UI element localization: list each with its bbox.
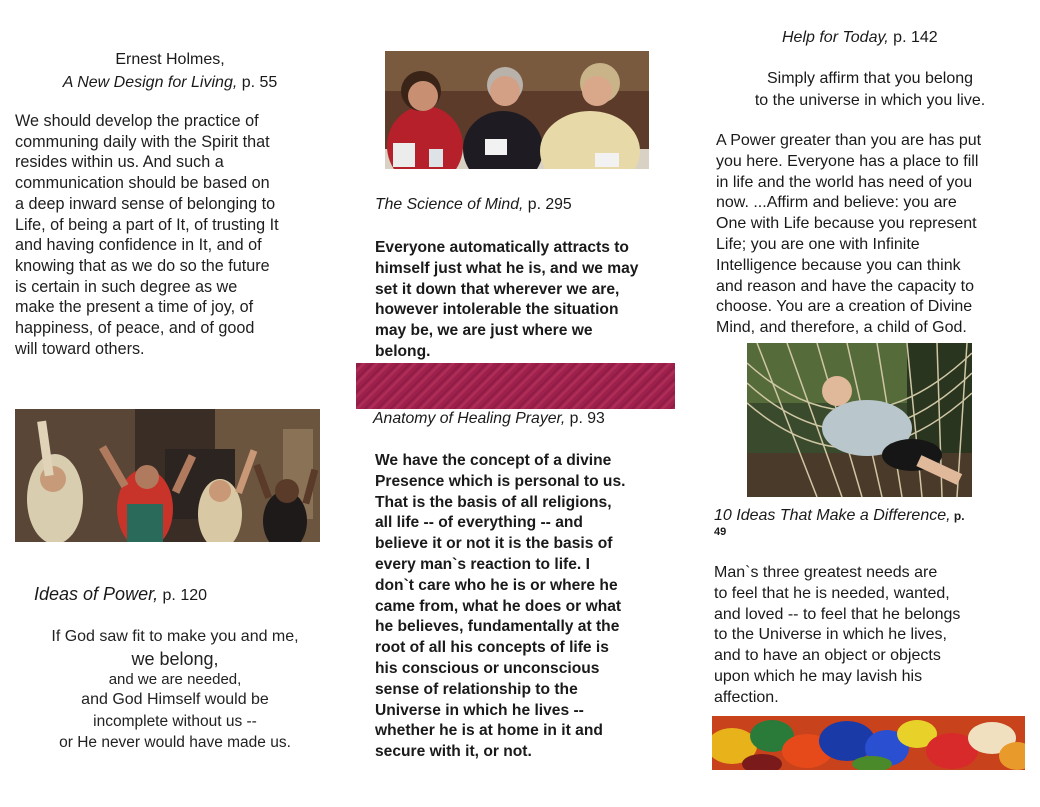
book-citation [20,71,320,94]
ahp-line: all life -- of everything -- and [375,514,583,532]
power-line: and reason and have the capacity to [716,277,974,295]
needs-line: upon which he may lavish his [714,667,923,685]
ideas-of-power-page: p. 120 [158,587,208,604]
som-line: Everyone automatically attracts to [375,239,629,256]
affirm-line: to the universe in which you live. [754,92,986,109]
needs-line: and to have an object or objects [714,647,941,665]
ahp-line: don`t care who he is or where he [375,576,618,594]
quote-line: will toward others. [15,339,145,358]
ahp-citation [373,410,605,428]
affirm-line: Simply affirm that you belong [766,70,974,87]
poem-block [20,626,330,753]
som-line: may be, we are just where we [375,322,593,340]
ideas-page-number: 49 [714,526,727,538]
som-quote [375,238,675,363]
quote-line: resides within us. And such a [15,153,224,172]
ahp-line: Universe in which he lives -- [375,701,584,719]
som-citation [375,196,572,214]
power-line: Intelligence because you can think [716,256,961,274]
citation-holmes [20,48,320,94]
ahp-line: his conscious or unconscious [375,659,600,677]
needs-quote [714,563,1024,709]
ahp-line: secure with it, or not. [375,743,532,761]
decorative-glass-band [712,716,1025,770]
som-line: himself just what he is, and we may [375,259,639,277]
quote-line: happiness, of peace, and of good [15,319,255,338]
holmes-quote [15,111,325,359]
quote-line: Life, of being a part of It, of trusting It [15,215,279,234]
poem-line: and we are needed, [108,671,242,688]
ahp-line: he believes, fundamentally at the [375,618,620,636]
ahp-line: root of all his concepts of life is [375,639,609,657]
author-name: Ernest Holmes, [115,51,225,68]
som-line: belong. [375,342,431,360]
ideas-of-power-citation [34,584,207,605]
hft-page: p. 142 [888,29,938,46]
ahp-line: came from, what he does or what [375,597,622,615]
power-quote [716,131,1031,339]
book-page: p. 55 [237,74,278,91]
ahp-line: We have the concept of a divine [375,452,612,469]
ahp-line: Presence which is personal to us. [375,472,626,490]
poem-line: and God Himself would be [81,691,269,708]
quote-line: and having confidence in It, and of [15,236,262,255]
ahp-page: p. 93 [565,410,605,427]
ideas-citation [714,507,1024,539]
som-title: The Science of Mind, [375,196,524,213]
needs-line: to feel that he is needed, wanted, [714,584,950,602]
power-line: Life; you are one with Infinite [716,235,920,253]
needs-line: Man`s three greatest needs are [714,564,938,581]
photo-boy-hammock [747,343,972,497]
ahp-line: believe it or not it is the basis of [375,535,613,553]
photo-three-women [385,51,649,169]
power-line: choose. You are a creation of Divine [716,298,973,316]
hft-citation [782,29,938,47]
power-line: now. ...Affirm and believe: you are [716,194,957,212]
quote-line: knowing that as we do so the future [15,256,270,275]
ideas-page: p. [950,509,965,523]
poem-line: or He never would have made us. [59,734,291,751]
power-line: Mind, and therefore, a child of God. [716,319,967,337]
ahp-quote [375,451,675,763]
poem-line: If God saw fit to make you and me, [51,628,299,645]
quote-line: is certain in such degree as we [15,277,238,296]
poem-line: we belong, [131,649,219,669]
needs-line: to the Universe in which he lives, [714,626,947,644]
needs-line: and loved -- to feel that he belongs [714,605,961,623]
needs-line: affection. [714,688,779,706]
som-line: set it down that wherever we are, [375,280,620,298]
power-line: you here. Everyone has a place to fill [716,152,979,170]
quote-line: communing daily with the Spirit that [15,132,270,151]
book-title: A New Design for Living, [62,74,238,91]
som-line: however intolerable the situation [375,301,619,319]
quote-line: a deep inward sense of belonging to [15,194,276,213]
photo-raised-arms [15,409,320,542]
power-line: in life and the world has need of you [716,173,973,191]
poem-line: incomplete without us -- [93,713,257,730]
ideas-of-power-title: Ideas of Power, [34,584,159,604]
affirm-block [720,68,1020,112]
ahp-line: whether he is at home in it and [375,722,603,740]
quote-line: make the present a time of joy, of [15,298,254,317]
quote-line: communication should be based on [15,174,270,193]
power-line: A Power greater than you are has put [716,132,982,149]
som-page: p. 295 [523,196,572,213]
ideas-title: 10 Ideas That Make a Difference, [714,507,951,524]
ahp-line: every man`s reaction to life. I [375,555,590,573]
quote-line: We should develop the practice of [15,112,259,130]
power-line: One with Life because you represent [716,215,977,233]
ahp-title: Anatomy of Healing Prayer, [373,410,566,427]
ahp-line: That is the basis of all religions, [375,493,612,511]
ahp-line: sense of relationship to the [375,680,578,698]
hft-title: Help for Today, [782,29,889,46]
decorative-red-band [356,363,675,409]
